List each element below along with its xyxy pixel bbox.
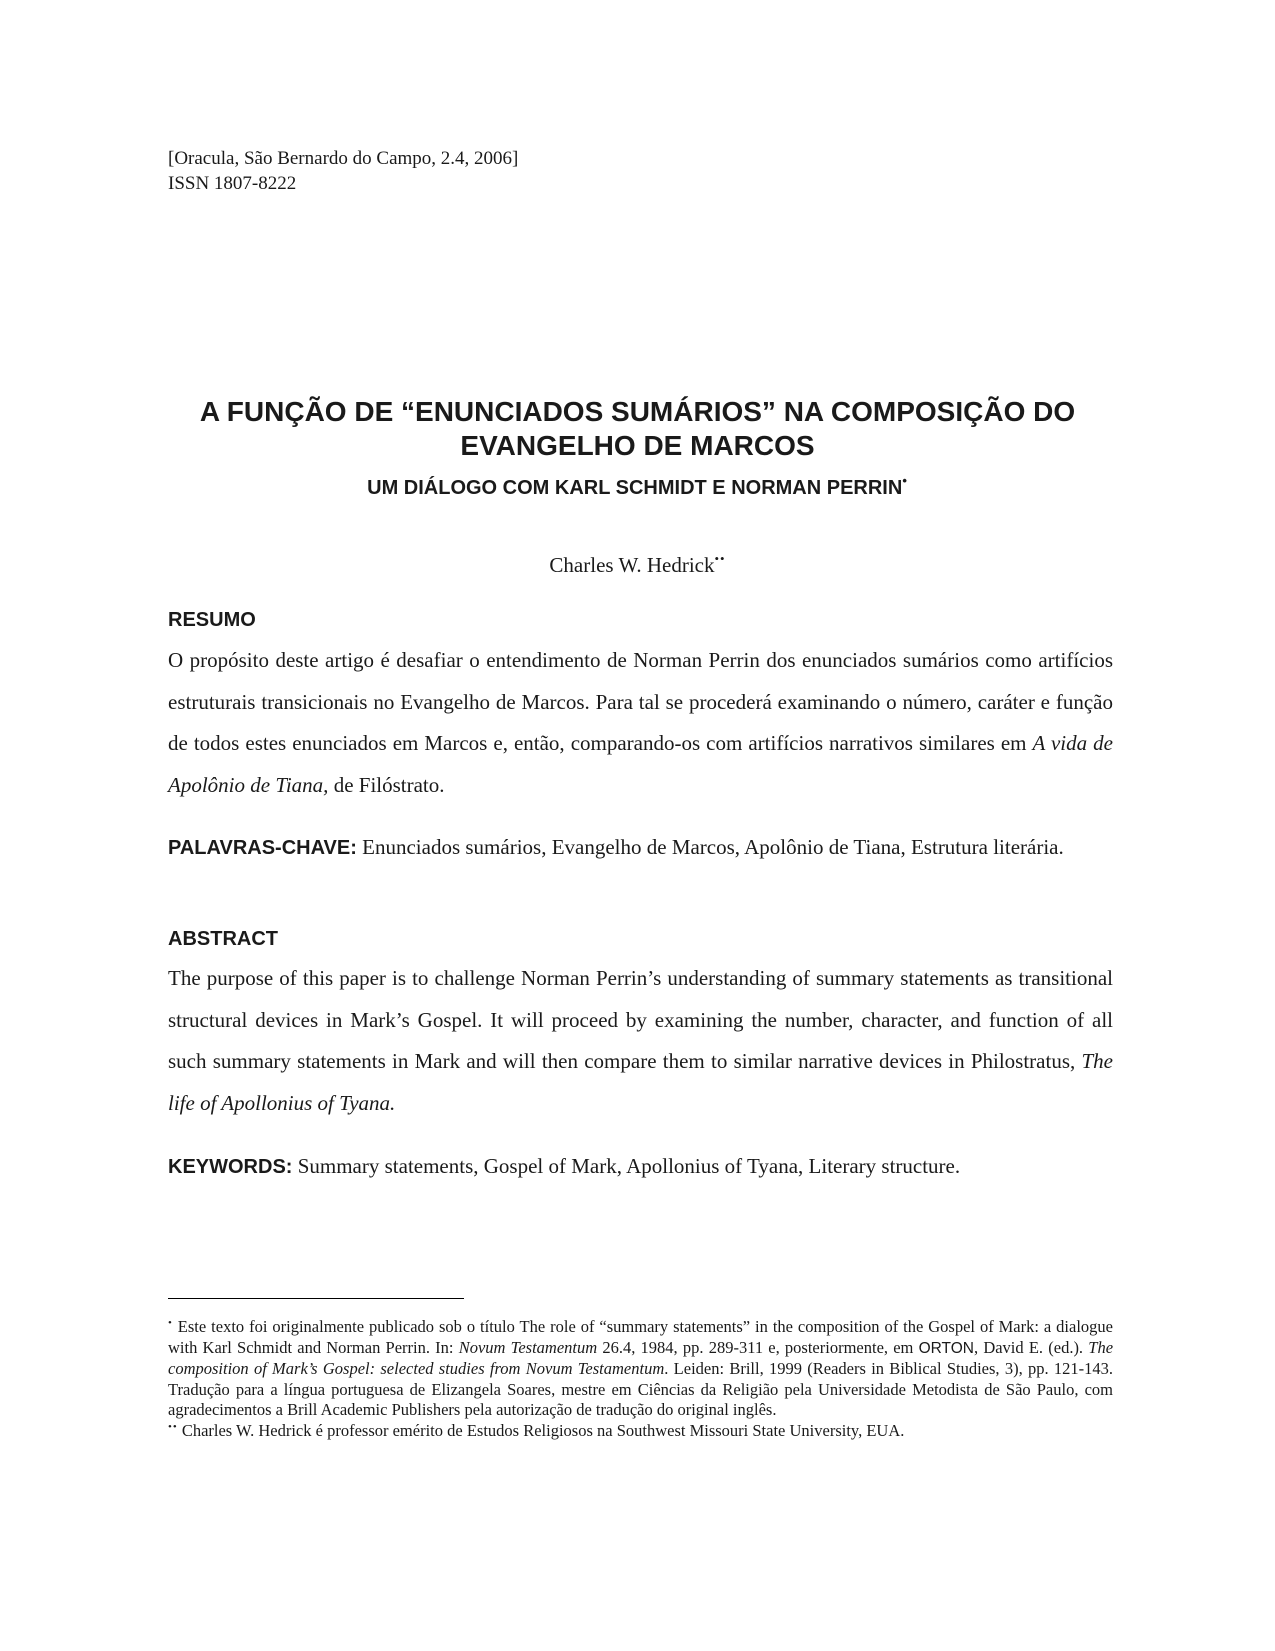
article-title	[150, 395, 1125, 463]
article-title-line-2: EVANGELHO DE MARCOS	[460, 430, 815, 461]
keywords-label: KEYWORDS:	[168, 1156, 293, 1178]
footnote-2-text: Charles W. Hedrick é professor emérito de Estudos Religiosos na Southwest Missouri State University, EUA.	[177, 1420, 905, 1440]
footnote-1-editor-surname: ORTON	[918, 1339, 974, 1357]
keywords-text: Summary statements, Gospel of Mark, Apollonius of Tyana, Literary structure.	[292, 1154, 961, 1178]
footnote-1	[168, 1317, 1113, 1421]
footnote-2	[168, 1421, 1113, 1442]
footnote-2-marker: ••	[168, 1420, 178, 1433]
author-name: Charles W. Hedrick	[549, 553, 715, 577]
article-subtitle-text: UM DIÁLOGO COM KARL SCHMIDT E NORMAN PERRIN	[367, 477, 903, 499]
keywords-paragraph	[168, 1153, 1113, 1180]
resumo-text: O propósito deste artigo é desafiar o entendimento de Norman Perrin dos enunciados sumários como artifícios estruturais transicionais no Evangelho de Marcos. Para tal se procederá examinando o número, caráter e função de todos estes enunciados em Marcos e, então, comparando-os com artifícios narrativos similares em	[168, 648, 1113, 755]
abstract-book-title: The life of Apollonius of Tyana.	[168, 1049, 1113, 1115]
footnote-1-text-c: , David E. (ed.).	[974, 1337, 1089, 1357]
resumo-heading: RESUMO	[168, 609, 256, 631]
footnotes	[168, 1317, 1113, 1441]
footnote-1-journal: Novum Testamentum	[458, 1337, 598, 1357]
abstract-heading: ABSTRACT	[168, 928, 278, 950]
article-subtitle	[150, 475, 1125, 501]
resumo-book-title: A vida de Apolônio de Tiana,	[168, 731, 1113, 797]
abstract-paragraph	[168, 958, 1113, 1124]
palavras-chave-paragraph	[168, 834, 1113, 861]
resumo-paragraph	[168, 640, 1113, 806]
abstract-text: The purpose of this paper is to challenge Norman Perrin’s understanding of summary statements as transitional structural devices in Mark’s Gospel. It will proceed by examining the number, character, and function of all such summary statements in Mark and will then compare them to similar narrative devices in Philostratus,	[168, 966, 1113, 1073]
footnote-marker-1[interactable]: •	[902, 473, 908, 488]
issn-line: ISSN 1807-8222	[168, 173, 297, 194]
palavras-chave-label: PALAVRAS-CHAVE:	[168, 837, 357, 859]
title-block	[150, 395, 1125, 501]
footnote-marker-2[interactable]: ••	[714, 551, 726, 566]
footnote-1-marker: •	[168, 1317, 173, 1329]
author-line	[0, 553, 1275, 578]
footnote-separator	[168, 1298, 464, 1299]
palavras-chave-text: Enunciados sumários, Evangelho de Marcos, Apolônio de Tiana, Estrutura literária.	[356, 835, 1064, 859]
resumo-text-end: de Filóstrato.	[328, 772, 445, 797]
footnote-1-text-d: . Leiden: Brill, 1999 (Readers in Biblical Studies, 3), pp. 121-143. Tradução para a língua portuguesa de Elizangela Soares, mestre em Ciências da Religião pela Universidade Metodista de São Paulo, com agradecimentos a Brill Academic Publishers pela autorização de tradução do original inglês.	[168, 1359, 1113, 1419]
article-title-line-1: A FUNÇÃO DE “ENUNCIADOS SUMÁRIOS” NA COMPOSIÇÃO DO	[199, 396, 1076, 427]
footnote-1-text-b: 26.4, 1984, pp. 289-311 e, posteriormente, em	[597, 1337, 919, 1357]
footnote-1-text-a: Este texto foi originalmente publicado sob o título The role of “summary statements” in the composition of the Gospel of Mark: a dialogue with Karl Schmidt and Norman Perrin. In:	[168, 1317, 1113, 1357]
footnote-1-book-title: The composition of Mark’s Gospel: selected studies from Novum Testamentum	[168, 1337, 1114, 1378]
journal-citation: [Oracula, São Bernardo do Campo, 2.4, 2006]	[168, 148, 519, 169]
journal-header	[168, 146, 518, 196]
